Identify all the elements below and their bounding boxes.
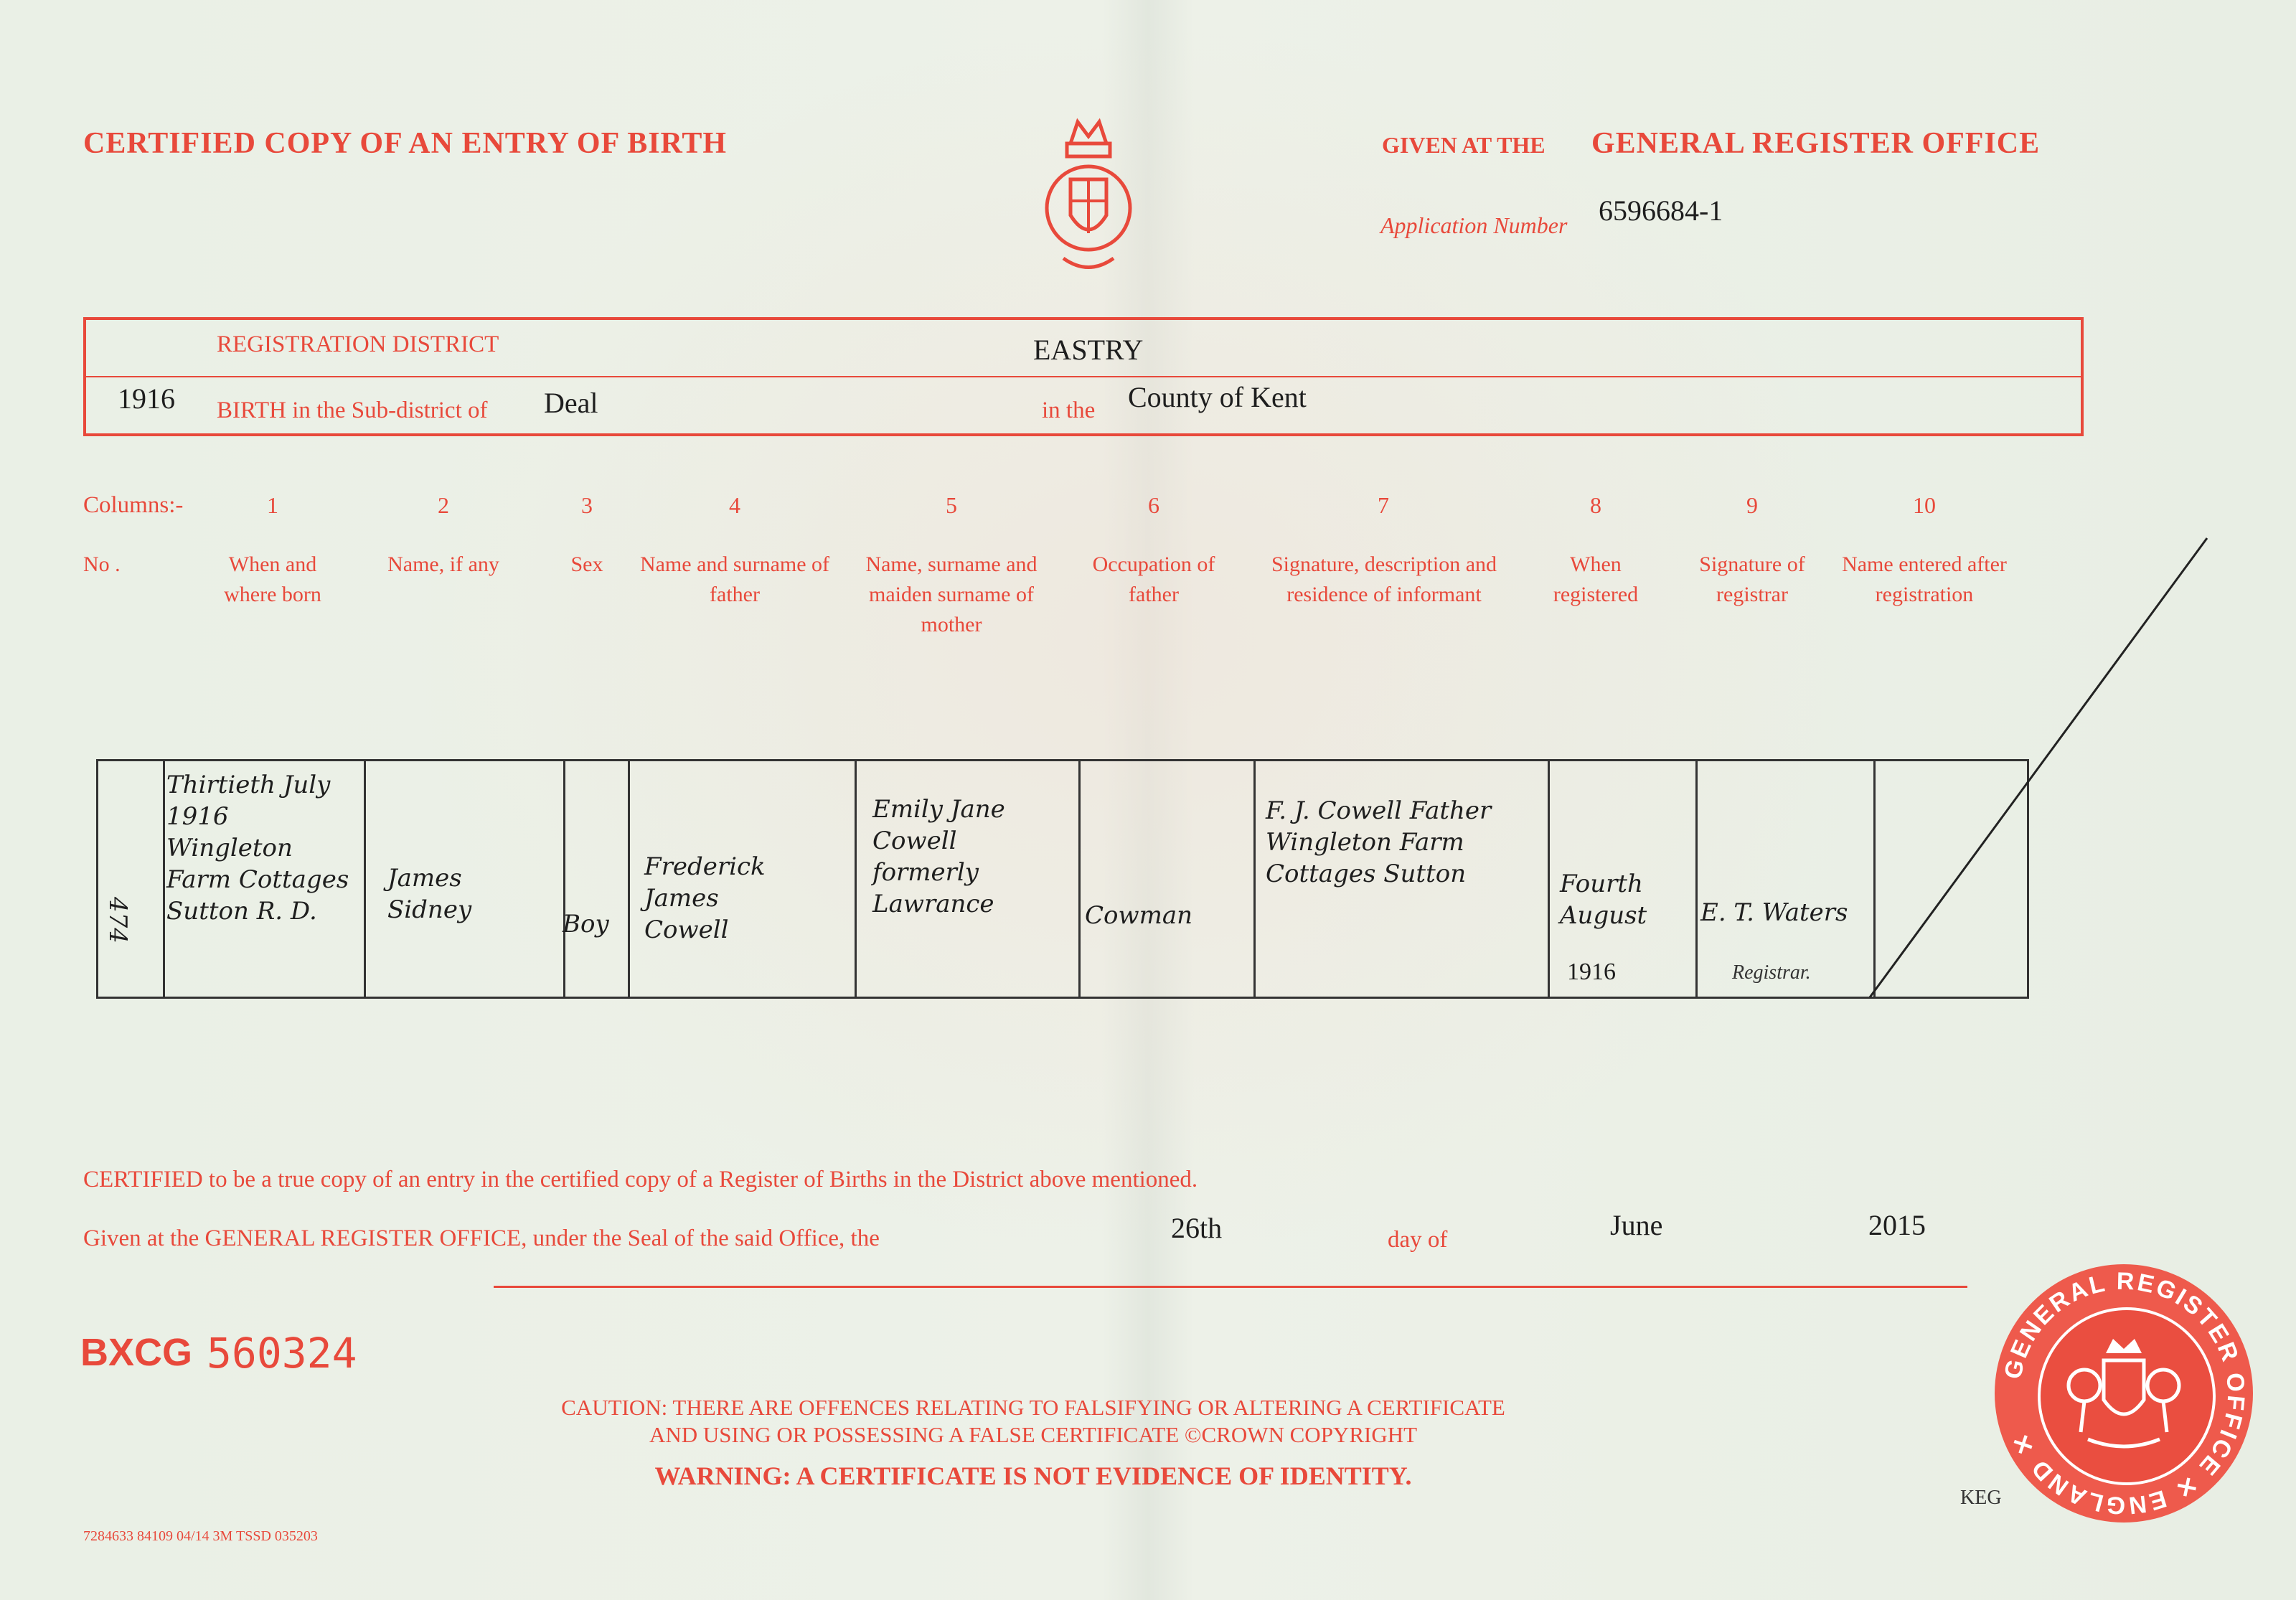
column-number: 9 <box>1746 492 1758 518</box>
registrar-signature: E. T. Waters <box>1700 898 1848 927</box>
caution-line-1: CAUTION: THERE ARE OFFENCES RELATING TO FALSIFYING OR ALTERING A CERTIFICATE <box>561 1395 1505 1420</box>
registration-district-label: REGISTRATION DISTRICT <box>217 331 499 357</box>
entry-sex: Boy <box>563 910 609 938</box>
certificate-title: CERTIFIED COPY OF AN ENTRY OF BIRTH <box>83 127 728 160</box>
entry-occupation: Cowman <box>1085 901 1192 930</box>
royal-coat-of-arms-icon <box>2059 1332 2188 1454</box>
svg-text:GENERAL REGISTER OFFICE ✕ ENGL: GENERAL REGISTER OFFICE ✕ ENGLAND ✕ <box>1999 1267 2250 1520</box>
application-number: 6596684-1 <box>1599 194 1723 227</box>
clerk-initials: KEG <box>1960 1487 2002 1509</box>
general-register-office-title: GENERAL REGISTER OFFICE <box>1591 127 2041 160</box>
subdistrict-value: Deal <box>544 387 598 419</box>
certification-year: 2015 <box>1868 1209 1926 1241</box>
certification-given-at: Given at the GENERAL REGISTER OFFICE, under the Seal of the said Office, the <box>83 1225 880 1251</box>
certification-day: 26th <box>1171 1212 1223 1244</box>
royal-coat-of-arms-icon <box>1042 115 1135 280</box>
registration-year: 1916 <box>118 382 175 415</box>
column-number: 6 <box>1148 492 1159 518</box>
county-value: County of Kent <box>1128 381 1307 413</box>
column-header: Signature, description and residence of informant <box>1271 552 1497 606</box>
column-number: 7 <box>1378 492 1389 518</box>
caution-line-2: AND USING OR POSSESSING A FALSE CERTIFICATE ©CROWN COPYRIGHT <box>649 1422 1418 1447</box>
entry-mother: Emily Jane Cowell formerly Lawrance <box>872 795 1005 918</box>
column-header: Name and surname of father <box>639 552 830 606</box>
signature-rule <box>494 1286 1967 1288</box>
column-number: 5 <box>946 492 957 518</box>
serial-number: 560324 <box>207 1329 357 1378</box>
column-number: 10 <box>1913 492 1936 518</box>
application-number-label: Application Number <box>1380 212 1568 238</box>
certification-statement: CERTIFIED to be a true copy of an entry in the certified copy of a Register of Births in the District above mentioned. <box>83 1167 1198 1192</box>
warning-not-identity: WARNING: A CERTIFICATE IS NOT EVIDENCE OF IDENTITY. <box>654 1462 1412 1490</box>
column-number: 8 <box>1590 492 1601 518</box>
column-number: 3 <box>581 492 593 518</box>
registrar-label: Registrar. <box>1732 961 1811 984</box>
certification-month: June <box>1610 1209 1663 1241</box>
subdistrict-label: BIRTH in the Sub-district of <box>217 397 488 423</box>
column-header: Signature of registrar <box>1699 552 1805 606</box>
column-header: When and where born <box>224 552 321 606</box>
entry-number: 474 <box>103 897 132 943</box>
print-code: 7284633 84109 04/14 3M TSSD 035203 <box>83 1528 318 1544</box>
in-the-label: in the <box>1042 397 1096 423</box>
entry-name: James Sidney <box>387 864 472 924</box>
column-number: 4 <box>729 492 740 518</box>
column-header: When registered <box>1553 552 1639 606</box>
certification-day-of-label: day of <box>1388 1227 1448 1253</box>
serial-prefix: BXCG <box>80 1331 193 1374</box>
column-header: Name, if any <box>387 552 499 576</box>
entry-informant: F. J. Cowell Father Wingleton Farm Cottages Sutton <box>1266 796 1492 888</box>
column-header: Name, surname and maiden surname of mother <box>865 552 1038 636</box>
column-header: Name entered after registration <box>1842 552 2007 606</box>
column-number: 1 <box>267 492 278 518</box>
column-header: Sex <box>570 552 603 576</box>
registration-district-value: EASTRY <box>1033 334 1144 366</box>
entry-when-where-born: Thirtieth July 1916 Wingleton Farm Cottages Sutton R. D. <box>166 771 349 926</box>
given-at-label: GIVEN AT THE <box>1382 132 1545 158</box>
column-number: 2 <box>438 492 449 518</box>
columns-label: Columns:- <box>83 492 184 518</box>
cancel-diagonal-line <box>1863 531 2221 1004</box>
entry-father: Frederick James Cowell <box>644 852 766 944</box>
entry-when-registered: Fourth August <box>1560 870 1647 930</box>
column-header-no: No . <box>83 552 121 576</box>
column-header: Occupation of father <box>1092 552 1215 606</box>
entry-registered-year: 1916 <box>1567 959 1616 985</box>
